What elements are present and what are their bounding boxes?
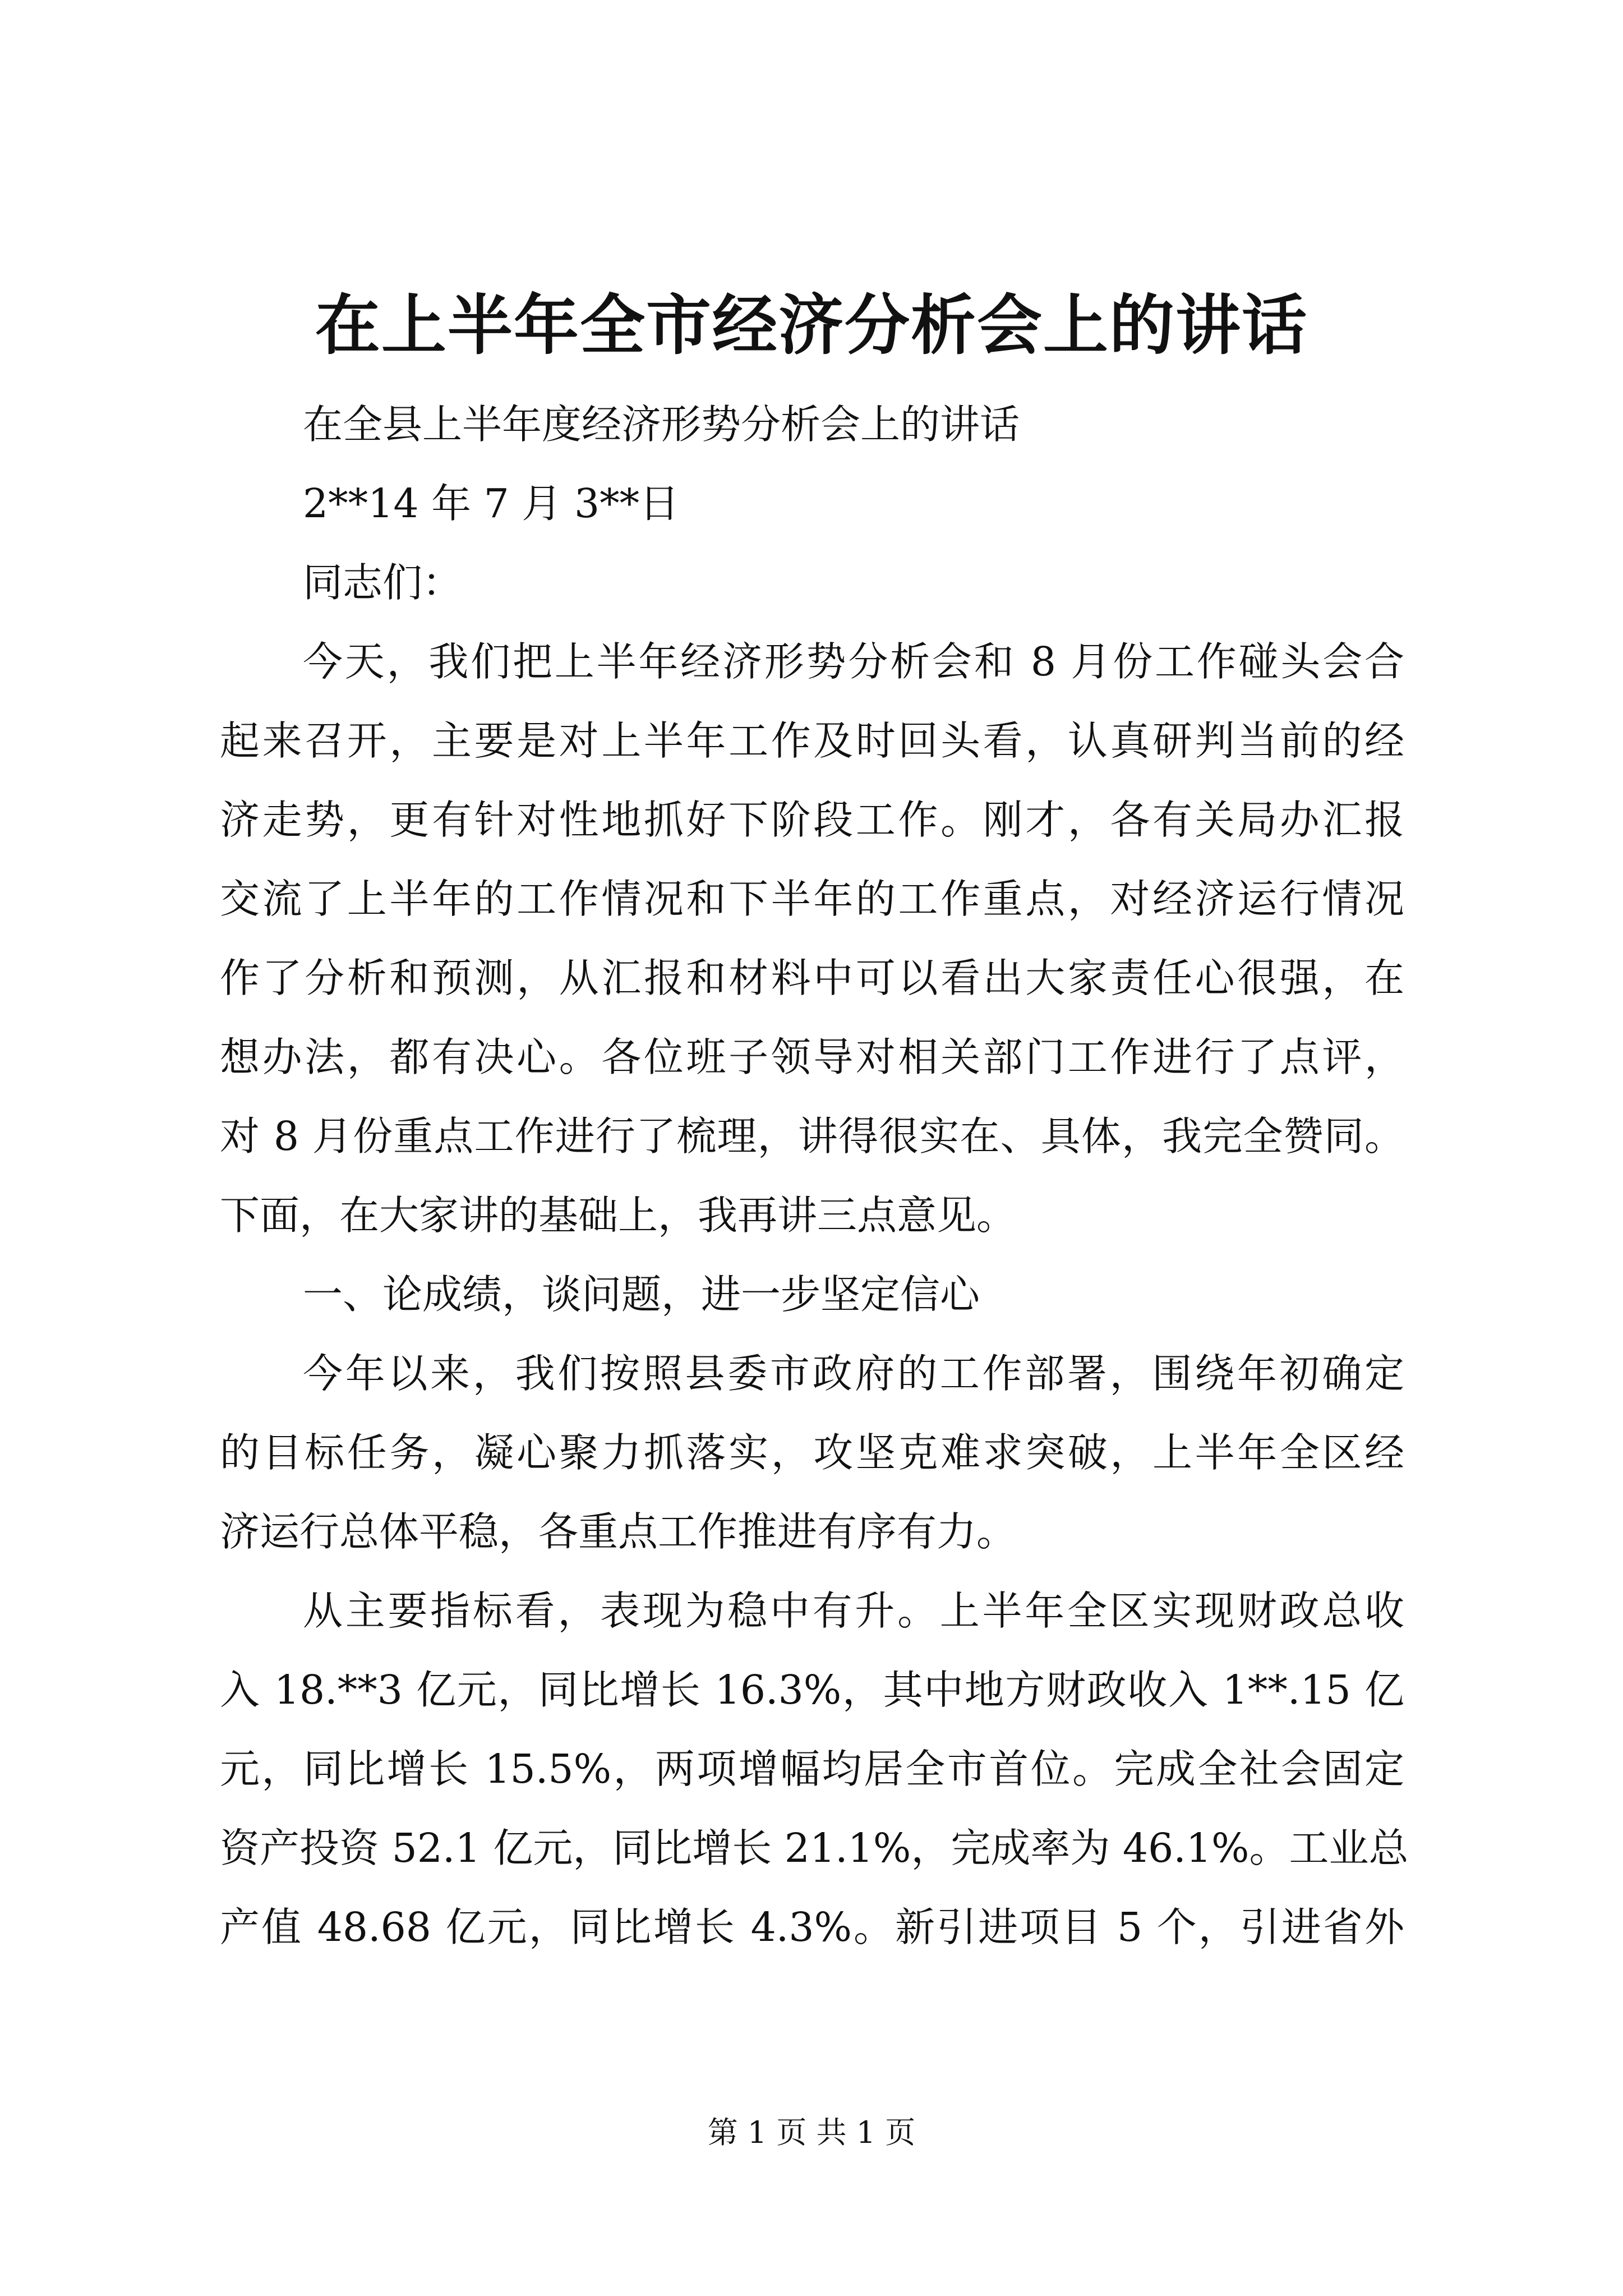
paragraph-line: 济走势，更有针对性地抓好下阶段工作。刚才，各有关局办汇报 (220, 797, 1404, 843)
paragraph-line: 入 18.**3 亿元，同比增长 16.3%，其中地方财政收入 1**.15 亿 (220, 1667, 1404, 1713)
paragraph-line: 元，同比增长 15.5%，两项增幅均居全市首位。完成全社会固定 (220, 1746, 1404, 1792)
document-body (220, 385, 1409, 1967)
paragraph-line: 交流了上半年的工作情况和下半年的工作重点，对经济运行情况 (220, 876, 1404, 922)
paragraph-line: 起来召开，主要是对上半年工作及时回头看，认真研判当前的经 (220, 717, 1404, 764)
paragraph-line: 今天，我们把上半年经济形势分析会和 8 月份工作碰头会合 (303, 638, 1404, 685)
paragraph-line: 下面，在大家讲的基础上，我再讲三点意见。 (220, 1192, 1017, 1239)
date-line: 2**14 年 7 月 3**日 (303, 480, 680, 527)
page-footer: 第 1 页 共 1 页 (707, 2115, 916, 2150)
document-title: 在上半年全市经济分析会上的讲话 (315, 287, 1308, 364)
paragraph-line: 今年以来，我们按照县委市政府的工作部署，围绕年初确定 (303, 1350, 1404, 1397)
paragraph-line: 对 8 月份重点工作进行了梳理，讲得很实在、具体，我完全赞同。 (220, 1113, 1404, 1159)
paragraph-line: 资产投资 52.1 亿元，同比增长 21.1%，完成率为 46.1%。工业总 (220, 1825, 1409, 1871)
subtitle-line: 在全县上半年度经济形势分析会上的讲话 (303, 401, 1020, 448)
salutation-line: 同志们： (303, 559, 463, 606)
paragraph-line: 产值 48.68 亿元，同比增长 4.3%。新引进项目 5 个，引进省外 (220, 1904, 1404, 1950)
paragraph-line: 济运行总体平稳，各重点工作推进有序有力。 (220, 1508, 1017, 1555)
paragraph-line: 作了分析和预测，从汇报和材料中可以看出大家责任心很强，在 (220, 955, 1404, 1001)
paragraph-line: 的目标任务，凝心聚力抓落实，攻坚克难求突破，上半年全区经 (220, 1429, 1404, 1476)
paragraph-line: 想办法，都有决心。各位班子领导对相关部门工作进行了点评， (220, 1034, 1404, 1080)
section-heading: 一、论成绩，谈问题，进一步坚定信心 (303, 1271, 980, 1318)
paragraph-line: 从主要指标看，表现为稳中有升。上半年全区实现财政总收 (303, 1588, 1404, 1634)
